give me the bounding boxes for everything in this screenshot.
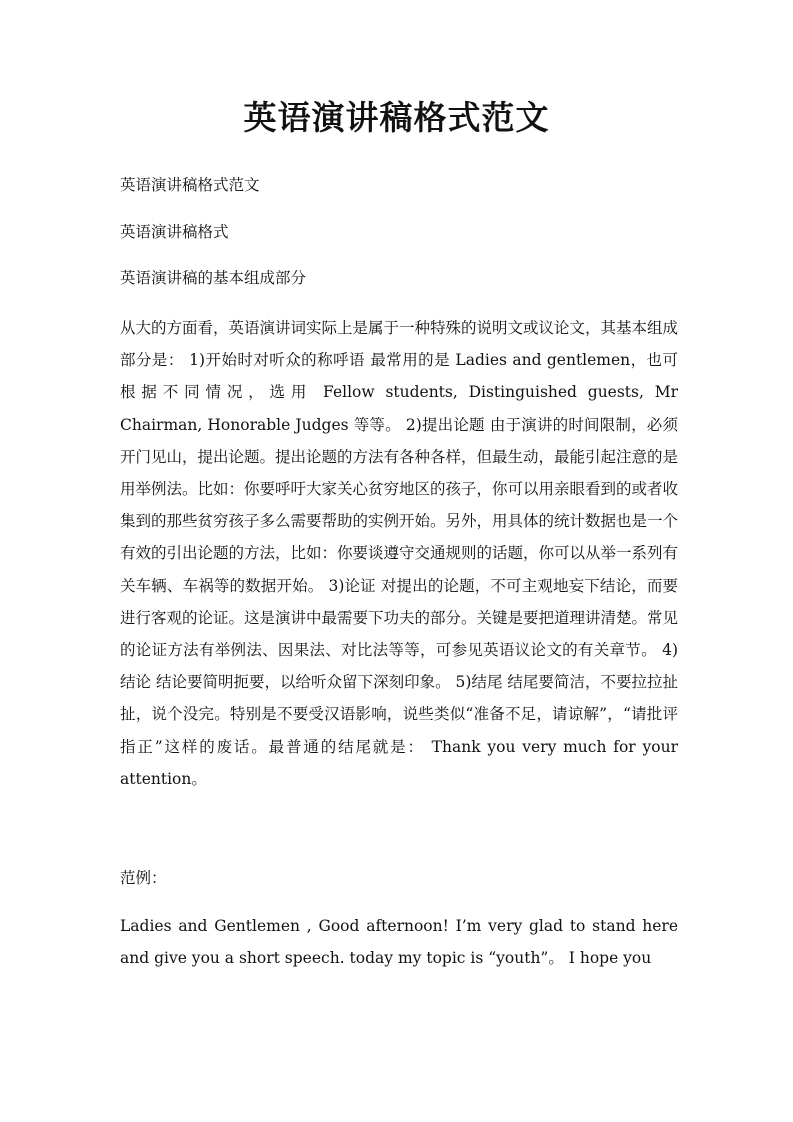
document-title: 英语演讲稿格式范文 xyxy=(243,98,550,137)
example-paragraph: Ladies and Gentlemen , Good afternoon! I’m very glad to stand here and give you a short speech. today my topic is “youth”。 I hope you xyxy=(120,917,678,967)
subsection-heading: 英语演讲稿的基本组成部分 xyxy=(120,269,307,287)
example-label: 范例： xyxy=(120,869,167,887)
body-paragraph: 从大的方面看，英语演讲词实际上是属于一种特殊的说明文或议论文，其基本组成部分是： 1)开始时对听众的称呼语 最常用的是 Ladies and gentlemen，也可根据不同情况，选用 Fellow students, Distinguished guests, Mr Chairman, Honorable Judges 等等。 2)提出论题 由于演讲的时间限制，必须开门见山，提出论题。提出论题的方法有各种各样，但最生动，最能引起注意的是用举例法。比如：你要呼吁大家关心贫穷地区的孩子，你可以用亲眼看到的或者收集到的那些贫穷孩子多么需要帮助的实例开始。另外，用具体的统计数据也是一个有效的引出论题的方法，比如：你要谈遵守交通规则的话题，你可以从举一系列有关车辆、车祸等的数据开始。 3)论证 对提出的论题，不可主观地妄下结论，而要进行客观的论证。这是演讲中最需要下功夫的部分。关键是要把道理讲清楚。常见的论证方法有举例法、因果法、对比法等等，可参见英语议论文的有关章节。 4)结论 结论要简明扼要，以给听众留下深刻印象。 5)结尾 结尾要简洁，不要拉拉扯扯，说个没完。特别是不要受汉语影响，说些类似“准备不足，请谅解”，“请批评指正”这样的废话。最普通的结尾就是： Thank you very much for your attention。 xyxy=(120,319,679,788)
subtitle-text: 英语演讲稿格式范文 xyxy=(120,176,260,194)
section-heading: 英语演讲稿格式 xyxy=(120,223,229,241)
